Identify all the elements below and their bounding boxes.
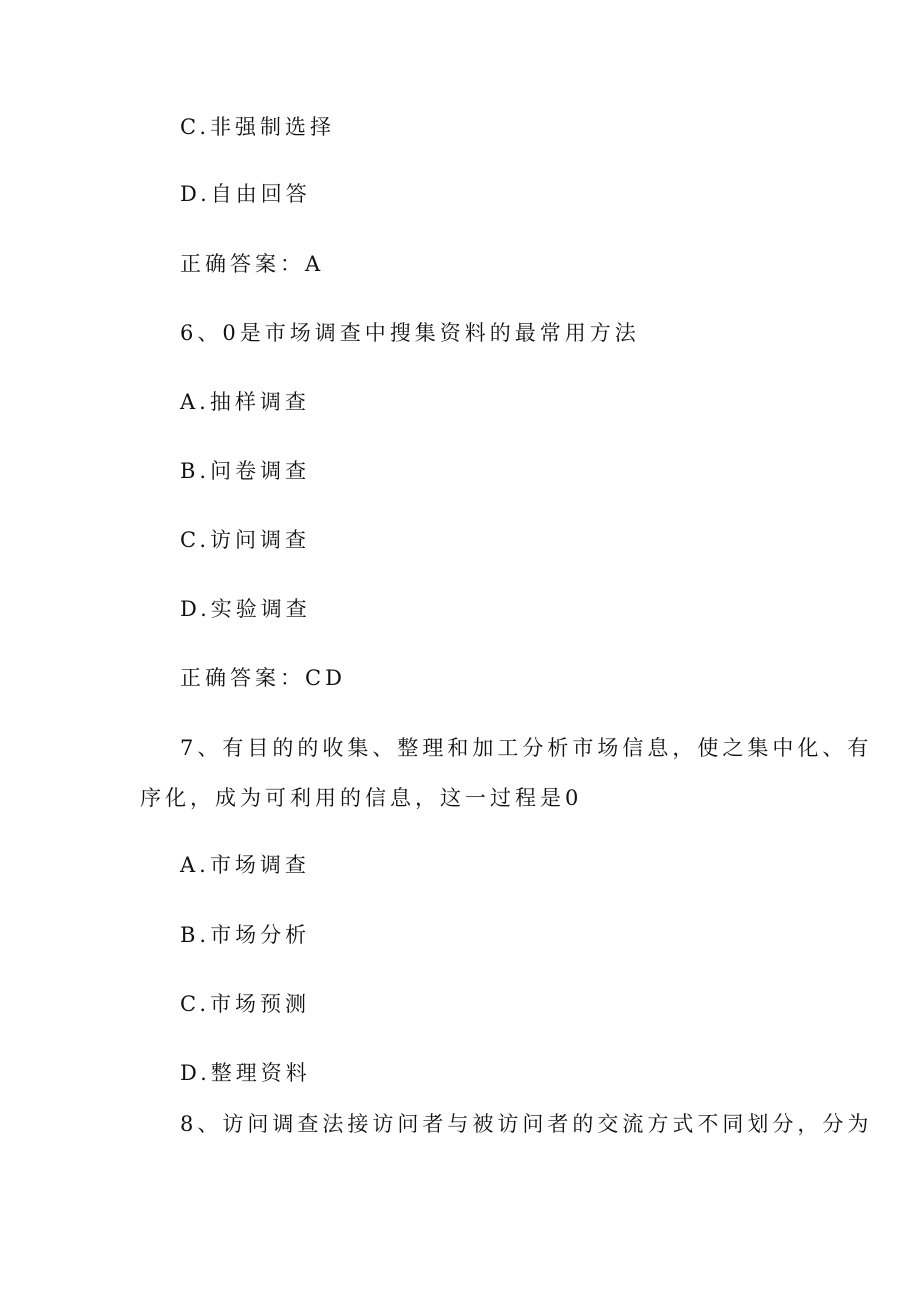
q6-stem: 6、0是市场调查中搜集资料的最常用方法 xyxy=(180,321,640,345)
q6-answer: 正确答案：CD xyxy=(180,666,346,690)
q5-option-d: D.自由回答 xyxy=(180,182,311,206)
q7-option-d: D.整理资料 xyxy=(180,1061,311,1085)
q8-stem-line1: 8、访问调查法接访问者与被访问者的交流方式不同划分，分为 xyxy=(180,1112,873,1136)
q7-option-a: A.市场调查 xyxy=(180,853,310,877)
q6-option-d: D.实验调查 xyxy=(180,597,311,621)
q7-option-b: B.市场分析 xyxy=(180,923,311,947)
q5-option-c: C.非强制选择 xyxy=(180,115,335,139)
q7-stem-line1: 7、有目的的收集、整理和加工分析市场信息，使之集中化、有 xyxy=(180,736,873,760)
q6-option-a: A.抽样调查 xyxy=(180,390,310,414)
q5-answer: 正确答案：A xyxy=(180,252,325,276)
q7-stem-line2: 序化，成为可利用的信息，这一过程是0 xyxy=(140,786,583,810)
q6-option-b: B.问卷调查 xyxy=(180,459,311,483)
q6-option-c: C.访问调查 xyxy=(180,528,310,552)
q7-option-c: C.市场预测 xyxy=(180,992,310,1016)
